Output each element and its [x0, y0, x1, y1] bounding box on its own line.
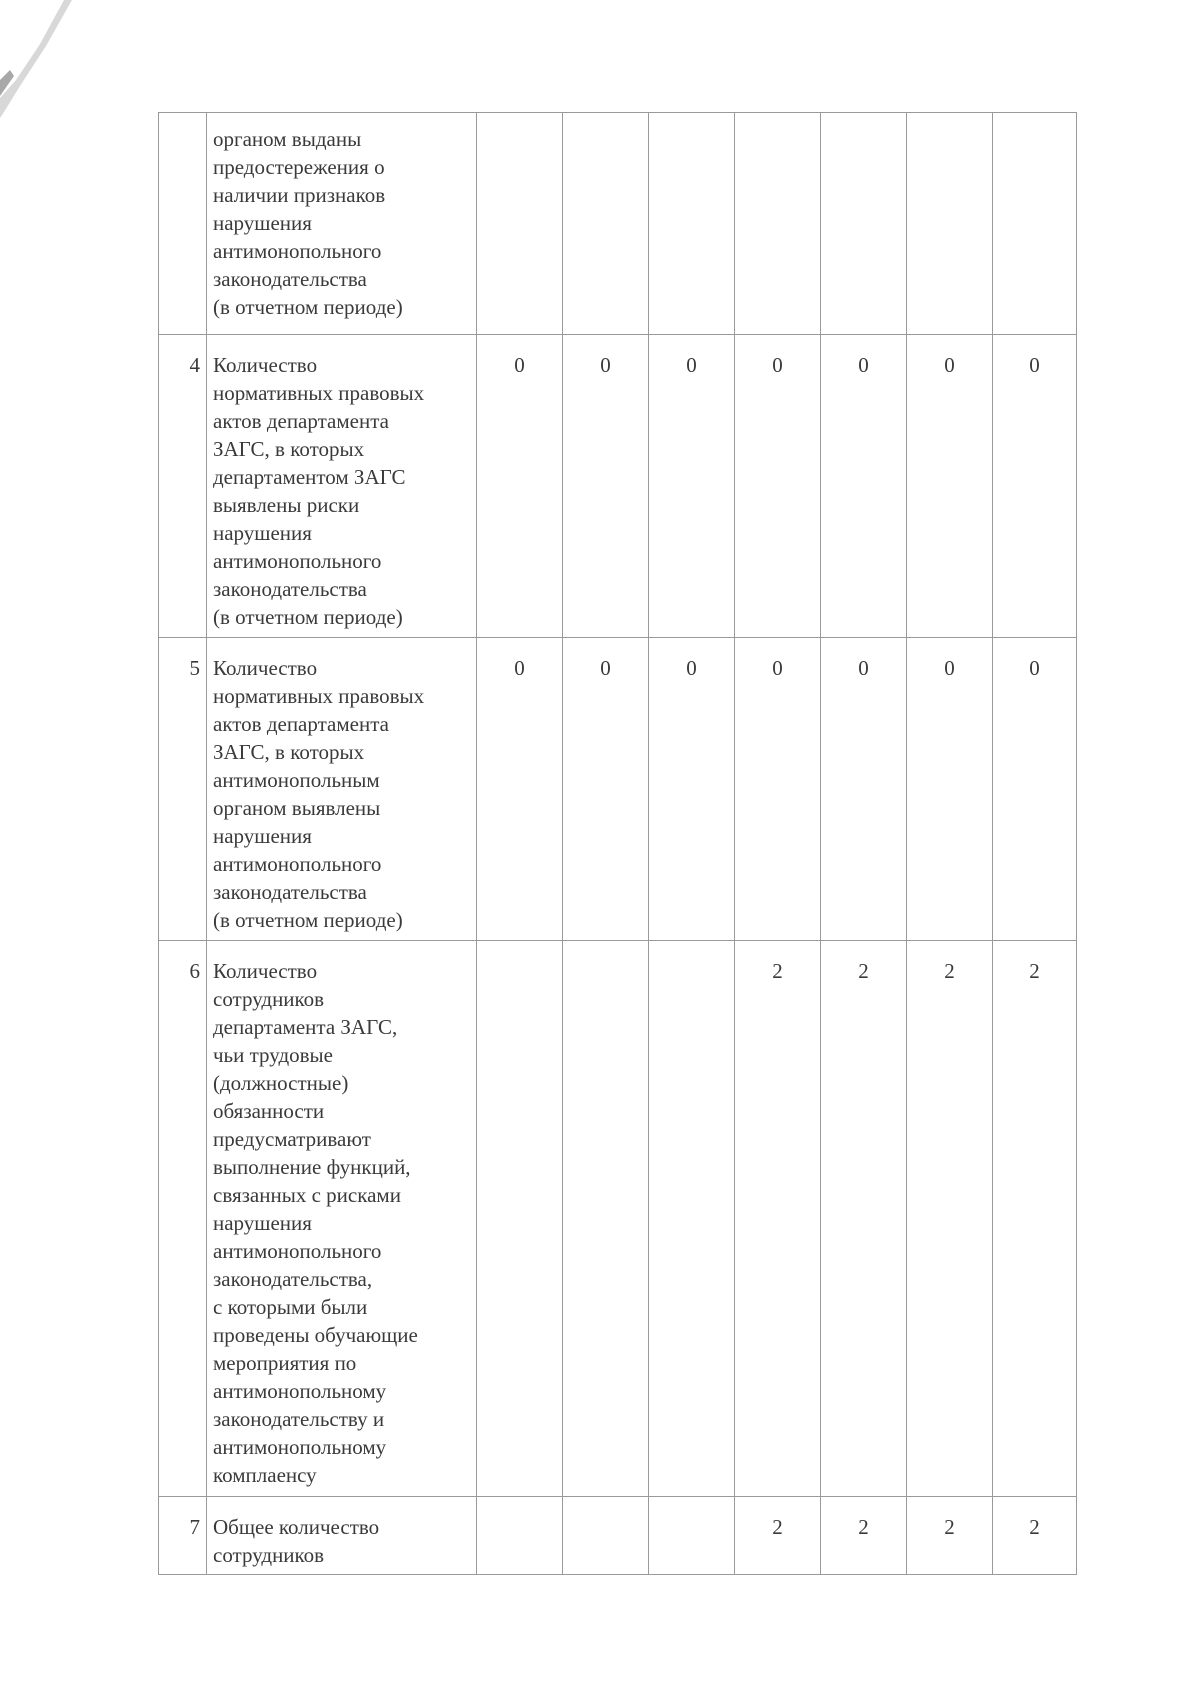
indicator-label-line: связанных с рисками: [213, 1183, 401, 1207]
indicator-label-line: мероприятия по: [213, 1351, 357, 1375]
table-row: [159, 113, 1077, 335]
indicator-label-line: (в отчетном периоде): [213, 605, 403, 629]
indicator-label-line: органом выданы: [213, 127, 362, 151]
indicator-label-line: предусматривают: [213, 1127, 371, 1151]
indicator-label-line: органом выявлены: [213, 796, 381, 820]
indicator-label-line: антимонопольным: [213, 768, 380, 792]
value-cell: [563, 1497, 649, 1575]
indicator-label-line: с которыми были: [213, 1295, 368, 1319]
value-cell: 0: [649, 638, 735, 941]
value-cell: 0: [649, 335, 735, 638]
indicator-label-line: нормативных правовых: [213, 684, 425, 708]
indicator-label-line: сотрудников: [213, 1543, 325, 1567]
table-body: [159, 113, 1077, 1575]
indicator-label: [207, 335, 477, 638]
indicator-label-line: законодательства: [213, 577, 367, 601]
indicator-label-line: департаментом ЗАГС: [213, 465, 406, 489]
row-number: 4: [159, 335, 207, 638]
indicator-label-line: ЗАГС, в которых: [213, 740, 365, 764]
indicator-label: [207, 113, 477, 335]
indicator-label-line: законодательства: [213, 880, 367, 904]
value-cell: 2: [735, 941, 821, 1497]
value-cell: [477, 113, 563, 335]
indicator-label-line: наличии признаков: [213, 183, 386, 207]
indicator-label-line: антимонопольного: [213, 549, 382, 573]
indicator-label-line: нарушения: [213, 824, 312, 848]
value-cell: 2: [907, 1497, 993, 1575]
value-cell: [821, 113, 907, 335]
value-cell: 0: [993, 638, 1077, 941]
indicator-label-line: антимонопольного: [213, 852, 382, 876]
value-cell: 0: [821, 638, 907, 941]
indicator-label-line: проведены обучающие: [213, 1323, 418, 1347]
table-row: [159, 1497, 1077, 1575]
value-cell: 0: [907, 335, 993, 638]
indicator-label-line: сотрудников: [213, 987, 325, 1011]
indicator-label-line: комплаенсу: [213, 1463, 317, 1487]
indicator-label-line: нормативных правовых: [213, 381, 425, 405]
indicator-label-line: Количество: [213, 353, 318, 377]
row-number: 6: [159, 941, 207, 1497]
indicator-label: [207, 1497, 477, 1575]
indicator-label-line: законодательства,: [213, 1267, 373, 1291]
value-cell: 0: [907, 638, 993, 941]
value-cell: [649, 941, 735, 1497]
value-cell: [477, 941, 563, 1497]
value-cell: [907, 113, 993, 335]
value-cell: [735, 113, 821, 335]
value-cell: 0: [993, 335, 1077, 638]
indicator-label-line: обязанности: [213, 1099, 325, 1123]
value-cell: 2: [821, 941, 907, 1497]
value-cell: [649, 113, 735, 335]
indicator-label-line: предостережения о: [213, 155, 385, 179]
indicator-label-line: (в отчетном периоде): [213, 295, 403, 319]
indicator-label-line: антимонопольного: [213, 239, 382, 263]
indicator-label-line: Общее количество: [213, 1515, 380, 1539]
value-cell: 0: [563, 638, 649, 941]
indicator-label-line: актов департамента: [213, 712, 389, 736]
indicator-label: [207, 941, 477, 1497]
indicator-label-line: нарушения: [213, 1211, 312, 1235]
indicator-label-line: (должностные): [213, 1071, 349, 1095]
table-row: [159, 638, 1077, 941]
row-number: [159, 113, 207, 335]
indicator-label-line: антимонопольного: [213, 1239, 382, 1263]
value-cell: 2: [735, 1497, 821, 1575]
row-number: 5: [159, 638, 207, 941]
indicator-label-line: законодательству и: [213, 1407, 385, 1431]
indicator-label-line: ЗАГС, в которых: [213, 437, 365, 461]
value-cell: [563, 113, 649, 335]
value-cell: 2: [907, 941, 993, 1497]
table-row: [159, 941, 1077, 1497]
indicator-label-line: выполнение функций,: [213, 1155, 411, 1179]
value-cell: 0: [735, 638, 821, 941]
value-cell: [649, 1497, 735, 1575]
table-row: [159, 335, 1077, 638]
indicator-label-line: выявлены риски: [213, 493, 360, 517]
value-cell: [993, 113, 1077, 335]
indicator-label-line: чьи трудовые: [213, 1043, 333, 1067]
indicator-label-line: актов департамента: [213, 409, 389, 433]
indicator-label-line: нарушения: [213, 211, 312, 235]
indicator-label: [207, 638, 477, 941]
indicator-table: [158, 112, 1077, 1575]
indicator-label-line: (в отчетном периоде): [213, 908, 403, 932]
value-cell: 0: [821, 335, 907, 638]
scan-pen-mark: [0, 0, 90, 120]
indicator-label-line: Количество: [213, 959, 318, 983]
value-cell: 2: [993, 941, 1077, 1497]
indicator-label-line: антимонопольному: [213, 1435, 387, 1459]
indicator-label-line: антимонопольному: [213, 1379, 387, 1403]
value-cell: 2: [993, 1497, 1077, 1575]
value-cell: 0: [477, 335, 563, 638]
value-cell: 0: [735, 335, 821, 638]
row-number: 7: [159, 1497, 207, 1575]
value-cell: 0: [477, 638, 563, 941]
indicator-label-line: нарушения: [213, 521, 312, 545]
indicator-label-line: Количество: [213, 656, 318, 680]
value-cell: 0: [563, 335, 649, 638]
value-cell: 2: [821, 1497, 907, 1575]
indicator-label-line: департамента ЗАГС,: [213, 1015, 398, 1039]
value-cell: [477, 1497, 563, 1575]
value-cell: [563, 941, 649, 1497]
indicator-label-line: законодательства: [213, 267, 367, 291]
